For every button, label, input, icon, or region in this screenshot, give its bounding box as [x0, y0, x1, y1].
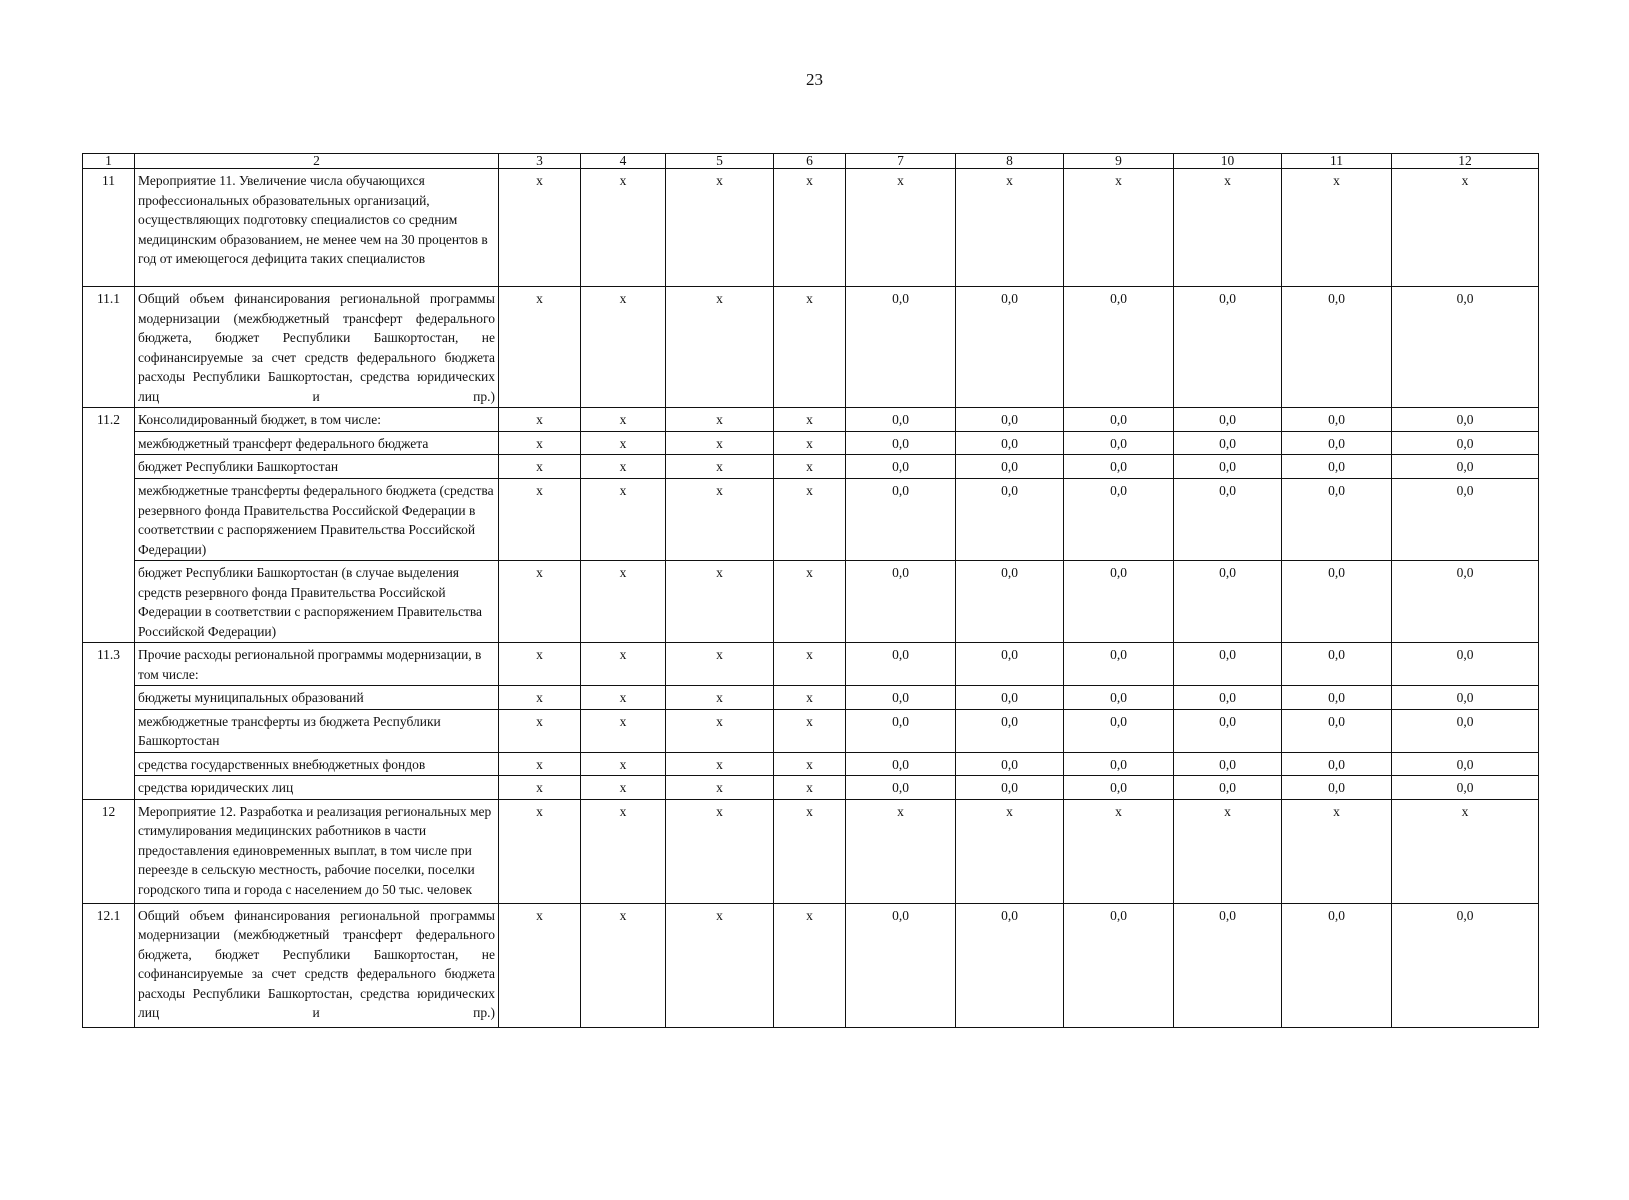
value-cell: 0,0 — [1392, 776, 1539, 800]
value-cell: 0,0 — [1064, 431, 1174, 455]
value-cell: 0,0 — [1392, 709, 1539, 752]
value-cell: 0,0 — [1282, 479, 1392, 561]
value-cell: x — [499, 408, 581, 432]
value-cell: 0,0 — [846, 643, 956, 686]
table-row — [83, 799, 1539, 903]
column-header: 3 — [499, 154, 581, 169]
row-description: межбюджетные трансферты федерального бюджета (средства резервного фонда Правительства Российской Федерации в соответствии с распоряжением Правительства Российской Федерации) — [135, 479, 499, 561]
value-cell: x — [666, 455, 774, 479]
row-description: межбюджетные трансферты из бюджета Республики Башкортостан — [135, 709, 499, 752]
value-cell: x — [666, 709, 774, 752]
value-cell: 0,0 — [1282, 752, 1392, 776]
row-description: бюджет Республики Башкортостан — [135, 455, 499, 479]
value-cell: x — [774, 169, 846, 287]
value-cell: x — [666, 287, 774, 408]
value-cell: 0,0 — [1064, 686, 1174, 710]
value-cell: x — [774, 686, 846, 710]
value-cell: 0,0 — [1174, 686, 1282, 710]
value-cell: 0,0 — [1064, 479, 1174, 561]
value-cell: 0,0 — [956, 776, 1064, 800]
table-row — [83, 643, 1539, 686]
value-cell: x — [499, 561, 581, 643]
table-row — [83, 903, 1539, 1027]
value-cell: x — [666, 776, 774, 800]
row-number: 11.2 — [83, 408, 135, 643]
value-cell: 0,0 — [956, 479, 1064, 561]
value-cell: 0,0 — [956, 455, 1064, 479]
page-number: 23 — [806, 70, 823, 89]
row-description: Общий объем финансирования региональной программы модернизации (межбюджетный трансферт федерального бюджета, бюджет Республики Башкортостан, не софинансируемые за счет средств федерального бюджета расходы Республики Башкортостан, средства юридических лиц и пр.) — [135, 903, 499, 1027]
value-cell: x — [774, 643, 846, 686]
value-cell: x — [846, 169, 956, 287]
value-cell: x — [666, 643, 774, 686]
value-cell: 0,0 — [1064, 752, 1174, 776]
value-cell: x — [774, 752, 846, 776]
value-cell: 0,0 — [1392, 455, 1539, 479]
value-cell: x — [499, 287, 581, 408]
value-cell: x — [774, 561, 846, 643]
column-header: 10 — [1174, 154, 1282, 169]
value-cell: x — [774, 799, 846, 903]
table-row — [83, 287, 1539, 408]
row-description: Мероприятие 11. Увеличение числа обучающихся профессиональных образовательных организаций, осуществляющих подготовку специалистов со средним медицинским образованием, не менее чем на 30 процентов в год от имеющегося дефицита таких специалистов — [135, 169, 499, 287]
value-cell: 0,0 — [1174, 408, 1282, 432]
value-cell: x — [499, 431, 581, 455]
value-cell: 0,0 — [846, 903, 956, 1027]
value-cell: x — [1282, 799, 1392, 903]
value-cell: x — [1064, 169, 1174, 287]
table-row — [83, 709, 1539, 752]
column-header: 7 — [846, 154, 956, 169]
value-cell: x — [581, 686, 666, 710]
row-number: 11.3 — [83, 643, 135, 800]
value-cell: x — [581, 287, 666, 408]
value-cell: 0,0 — [1392, 561, 1539, 643]
value-cell: 0,0 — [1392, 479, 1539, 561]
value-cell: 0,0 — [1174, 643, 1282, 686]
table-row — [83, 431, 1539, 455]
value-cell: x — [774, 408, 846, 432]
value-cell: x — [499, 752, 581, 776]
value-cell: x — [581, 643, 666, 686]
column-header: 9 — [1064, 154, 1174, 169]
value-cell: x — [666, 431, 774, 455]
value-cell: x — [581, 561, 666, 643]
value-cell: x — [774, 903, 846, 1027]
value-cell: x — [666, 903, 774, 1027]
table-row — [83, 752, 1539, 776]
value-cell: 0,0 — [1392, 408, 1539, 432]
value-cell: x — [581, 903, 666, 1027]
row-description: Общий объем финансирования региональной программы модернизации (межбюджетный трансферт федерального бюджета, бюджет Республики Башкортостан, не софинансируемые за счет средств федерального бюджета расходы Республики Башкортостан, средства юридических лиц и пр.) — [135, 287, 499, 408]
value-cell: 0,0 — [1282, 561, 1392, 643]
financing-table — [82, 153, 1539, 1028]
value-cell: 0,0 — [1174, 776, 1282, 800]
value-cell: 0,0 — [846, 287, 956, 408]
value-cell: x — [774, 431, 846, 455]
value-cell: x — [666, 561, 774, 643]
value-cell: 0,0 — [1174, 455, 1282, 479]
value-cell: x — [956, 169, 1064, 287]
value-cell: 0,0 — [846, 479, 956, 561]
value-cell: 0,0 — [956, 903, 1064, 1027]
value-cell: x — [581, 776, 666, 800]
value-cell: x — [774, 709, 846, 752]
value-cell: 0,0 — [846, 455, 956, 479]
value-cell: 0,0 — [846, 709, 956, 752]
value-cell: x — [499, 479, 581, 561]
value-cell: 0,0 — [1282, 643, 1392, 686]
value-cell: x — [1392, 169, 1539, 287]
value-cell: x — [581, 709, 666, 752]
value-cell: x — [581, 752, 666, 776]
value-cell: x — [499, 643, 581, 686]
value-cell: 0,0 — [1282, 709, 1392, 752]
table-row — [83, 686, 1539, 710]
value-cell: 0,0 — [1282, 455, 1392, 479]
value-cell: x — [499, 709, 581, 752]
value-cell: 0,0 — [1174, 752, 1282, 776]
value-cell: x — [1064, 799, 1174, 903]
value-cell: 0,0 — [1282, 903, 1392, 1027]
column-number-row — [83, 154, 1539, 169]
row-number: 11 — [83, 169, 135, 287]
value-cell: x — [499, 686, 581, 710]
table-row — [83, 408, 1539, 432]
table-row — [83, 561, 1539, 643]
value-cell: 0,0 — [1282, 287, 1392, 408]
value-cell: 0,0 — [846, 431, 956, 455]
value-cell: x — [666, 686, 774, 710]
value-cell: 0,0 — [1282, 776, 1392, 800]
value-cell: 0,0 — [1392, 903, 1539, 1027]
value-cell: 0,0 — [1064, 561, 1174, 643]
value-cell: 0,0 — [1064, 709, 1174, 752]
value-cell: x — [1282, 169, 1392, 287]
value-cell: 0,0 — [1392, 287, 1539, 408]
row-description: средства государственных внебюджетных фондов — [135, 752, 499, 776]
value-cell: 0,0 — [1392, 752, 1539, 776]
value-cell: 0,0 — [846, 561, 956, 643]
value-cell: x — [846, 799, 956, 903]
column-header: 1 — [83, 154, 135, 169]
value-cell: 0,0 — [1064, 643, 1174, 686]
value-cell: x — [581, 455, 666, 479]
row-description: Консолидированный бюджет, в том числе: — [135, 408, 499, 432]
value-cell: x — [581, 431, 666, 455]
value-cell: x — [774, 776, 846, 800]
row-number: 11.1 — [83, 287, 135, 408]
value-cell: x — [499, 455, 581, 479]
value-cell: x — [666, 408, 774, 432]
value-cell: 0,0 — [956, 752, 1064, 776]
value-cell: 0,0 — [956, 686, 1064, 710]
value-cell: 0,0 — [1064, 455, 1174, 479]
row-description: средства юридических лиц — [135, 776, 499, 800]
value-cell: x — [774, 455, 846, 479]
value-cell: 0,0 — [1174, 287, 1282, 408]
column-header: 6 — [774, 154, 846, 169]
row-description: Мероприятие 12. Разработка и реализация региональных мер стимулирования медицинских работников в части предоставления единовременных выплат, в том числе при переезде в сельскую местность, рабочие поселки, поселки городского типа и города с населением до 50 тыс. человек — [135, 799, 499, 903]
value-cell: 0,0 — [1064, 903, 1174, 1027]
row-description: бюджеты муниципальных образований — [135, 686, 499, 710]
row-description: Прочие расходы региональной программы модернизации, в том числе: — [135, 643, 499, 686]
column-header: 4 — [581, 154, 666, 169]
value-cell: 0,0 — [1064, 287, 1174, 408]
value-cell: x — [499, 799, 581, 903]
value-cell: 0,0 — [956, 561, 1064, 643]
value-cell: x — [581, 479, 666, 561]
table-row — [83, 455, 1539, 479]
value-cell: x — [666, 479, 774, 561]
value-cell: 0,0 — [1282, 408, 1392, 432]
column-header: 2 — [135, 154, 499, 169]
value-cell: x — [666, 169, 774, 287]
value-cell: x — [1174, 799, 1282, 903]
value-cell: 0,0 — [1174, 561, 1282, 643]
value-cell: x — [499, 169, 581, 287]
value-cell: 0,0 — [1392, 643, 1539, 686]
column-header: 12 — [1392, 154, 1539, 169]
value-cell: x — [581, 408, 666, 432]
value-cell: x — [666, 752, 774, 776]
value-cell: 0,0 — [1392, 431, 1539, 455]
value-cell: x — [1174, 169, 1282, 287]
value-cell: 0,0 — [1064, 776, 1174, 800]
value-cell: x — [581, 799, 666, 903]
column-header: 5 — [666, 154, 774, 169]
table-row — [83, 169, 1539, 287]
value-cell: 0,0 — [1174, 431, 1282, 455]
value-cell: x — [666, 799, 774, 903]
value-cell: 0,0 — [1174, 903, 1282, 1027]
row-description: бюджет Республики Башкортостан (в случае выделения средств резервного фонда Правительства Российской Федерации в соответствии с распоряжением Правительства Российской Федерации) — [135, 561, 499, 643]
row-number: 12 — [83, 799, 135, 903]
value-cell: 0,0 — [1282, 431, 1392, 455]
value-cell: 0,0 — [956, 408, 1064, 432]
table-row — [83, 479, 1539, 561]
value-cell: 0,0 — [956, 643, 1064, 686]
value-cell: 0,0 — [1064, 408, 1174, 432]
value-cell: 0,0 — [846, 752, 956, 776]
value-cell: x — [956, 799, 1064, 903]
value-cell: x — [774, 287, 846, 408]
value-cell: x — [1392, 799, 1539, 903]
value-cell: 0,0 — [1174, 479, 1282, 561]
value-cell: 0,0 — [956, 709, 1064, 752]
table-row — [83, 776, 1539, 800]
row-number: 12.1 — [83, 903, 135, 1027]
value-cell: x — [581, 169, 666, 287]
value-cell: 0,0 — [956, 431, 1064, 455]
value-cell: 0,0 — [846, 776, 956, 800]
value-cell: x — [774, 479, 846, 561]
value-cell: 0,0 — [1174, 709, 1282, 752]
row-description: межбюджетный трансферт федерального бюджета — [135, 431, 499, 455]
value-cell: x — [499, 776, 581, 800]
value-cell: 0,0 — [1282, 686, 1392, 710]
value-cell: x — [499, 903, 581, 1027]
value-cell: 0,0 — [846, 408, 956, 432]
value-cell: 0,0 — [846, 686, 956, 710]
column-header: 8 — [956, 154, 1064, 169]
value-cell: 0,0 — [1392, 686, 1539, 710]
value-cell: 0,0 — [956, 287, 1064, 408]
column-header: 11 — [1282, 154, 1392, 169]
